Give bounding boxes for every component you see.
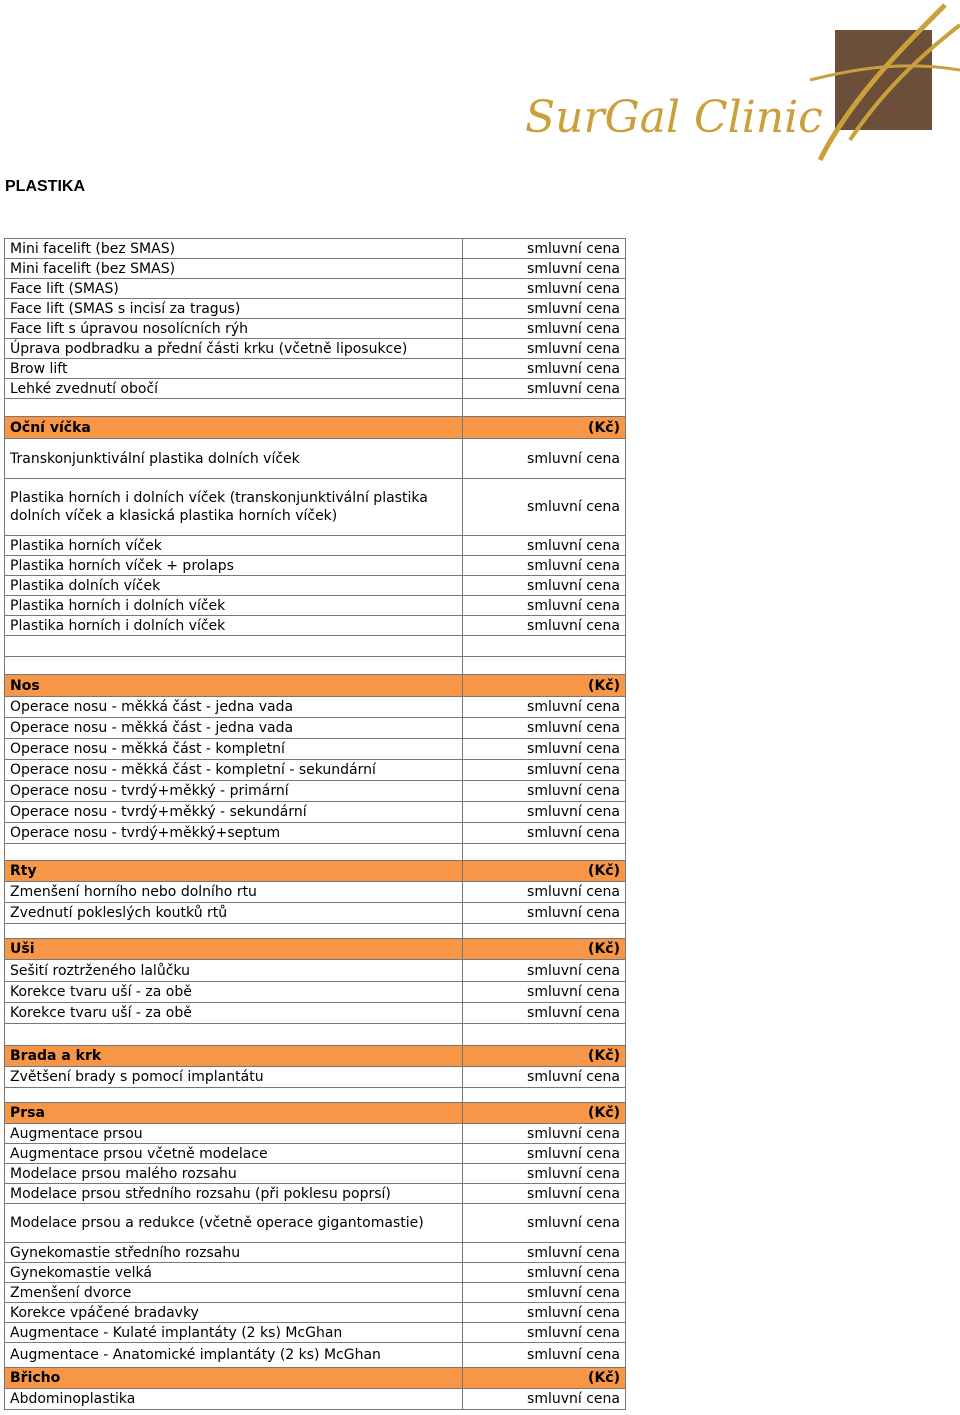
currency-label: (Kč) — [463, 1046, 626, 1067]
procedure-name: Úprava podbradku a přední části krku (včetně liposukce) — [5, 339, 463, 359]
section-title: Nos — [5, 675, 463, 697]
currency-label: (Kč) — [463, 1368, 626, 1389]
procedure-name: Operace nosu - tvrdý+měkký+septum — [5, 823, 463, 844]
procedure-name — [5, 657, 463, 675]
table-row — [5, 379, 626, 399]
table-row — [5, 802, 626, 823]
procedure-price: smluvní cena — [463, 1303, 626, 1323]
procedure-name: Plastika horních i dolních víček — [5, 616, 463, 636]
section-header-row — [5, 1368, 626, 1389]
procedure-name: Sešití roztrženého lalůčku — [5, 960, 463, 982]
table-row — [5, 1303, 626, 1323]
procedure-price: smluvní cena — [463, 1243, 626, 1263]
price-table — [4, 238, 626, 1410]
table-row — [5, 823, 626, 844]
procedure-name: Operace nosu - tvrdý+měkký - primární — [5, 781, 463, 802]
procedure-name: Operace nosu - tvrdý+měkký - sekundární — [5, 802, 463, 823]
procedure-price: smluvní cena — [463, 903, 626, 924]
spacer-row — [5, 1088, 626, 1103]
table-row — [5, 479, 626, 536]
procedure-price: smluvní cena — [463, 259, 626, 279]
table-row — [5, 697, 626, 718]
section-header-row — [5, 675, 626, 697]
table-row — [5, 982, 626, 1003]
table-row — [5, 1283, 626, 1303]
table-row — [5, 882, 626, 903]
procedure-name: Operace nosu - měkká část - kompletní — [5, 739, 463, 760]
procedure-name: Mini facelift (bez SMAS) — [5, 259, 463, 279]
procedure-price: smluvní cena — [463, 536, 626, 556]
procedure-price: smluvní cena — [463, 1283, 626, 1303]
procedure-price: smluvní cena — [463, 781, 626, 802]
procedure-price: smluvní cena — [463, 882, 626, 903]
procedure-price: smluvní cena — [463, 1323, 626, 1343]
procedure-price: smluvní cena — [463, 718, 626, 739]
procedure-price: smluvní cena — [463, 359, 626, 379]
section-header-row — [5, 861, 626, 882]
spacer-row — [5, 924, 626, 939]
procedure-price: smluvní cena — [463, 379, 626, 399]
section-title: Uši — [5, 939, 463, 960]
currency-label: (Kč) — [463, 939, 626, 960]
currency-label: (Kč) — [463, 675, 626, 697]
table-row — [5, 1184, 626, 1204]
section-title: Oční víčka — [5, 417, 463, 439]
table-row — [5, 596, 626, 616]
procedure-price: smluvní cena — [463, 697, 626, 718]
table-row — [5, 1003, 626, 1024]
procedure-name: Zmenšení horního nebo dolního rtu — [5, 882, 463, 903]
procedure-price: smluvní cena — [463, 960, 626, 982]
table-row — [5, 299, 626, 319]
table-row — [5, 556, 626, 576]
table-row — [5, 536, 626, 556]
procedure-price: smluvní cena — [463, 279, 626, 299]
procedure-name: Operace nosu - měkká část - kompletní - sekundární — [5, 760, 463, 781]
procedure-price — [463, 657, 626, 675]
section-header-row — [5, 417, 626, 439]
procedure-price — [463, 399, 626, 417]
section-title: Prsa — [5, 1103, 463, 1124]
procedure-price: smluvní cena — [463, 1067, 626, 1088]
procedure-price: smluvní cena — [463, 1184, 626, 1204]
procedure-name — [5, 924, 463, 939]
table-row — [5, 279, 626, 299]
procedure-name: Augmentace - Kulaté implantáty (2 ks) McGhan — [5, 1323, 463, 1343]
table-row — [5, 1164, 626, 1184]
procedure-name: Face lift (SMAS) — [5, 279, 463, 299]
procedure-name: Zvětšení brady s pomocí implantátu — [5, 1067, 463, 1088]
table-row — [5, 576, 626, 596]
procedure-name: Zmenšení dvorce — [5, 1283, 463, 1303]
procedure-name: Plastika horních i dolních víček — [5, 596, 463, 616]
procedure-price: smluvní cena — [463, 802, 626, 823]
table-row — [5, 259, 626, 279]
table-row — [5, 960, 626, 982]
table-row — [5, 1204, 626, 1243]
procedure-price — [463, 636, 626, 657]
procedure-name: Zvednutí pokleslých koutků rtů — [5, 903, 463, 924]
table-row — [5, 1243, 626, 1263]
procedure-price: smluvní cena — [463, 1343, 626, 1368]
procedure-price: smluvní cena — [463, 739, 626, 760]
procedure-price: smluvní cena — [463, 339, 626, 359]
section-header-row — [5, 1046, 626, 1067]
procedure-name: Transkonjunktivální plastika dolních víček — [5, 439, 463, 479]
procedure-price: smluvní cena — [463, 479, 626, 536]
procedure-name: Modelace prsou a redukce (včetně operace gigantomastie) — [5, 1204, 463, 1243]
surgal-clinic-logo — [520, 0, 960, 170]
page-title: PLASTIKA — [5, 178, 85, 195]
procedure-price: smluvní cena — [463, 319, 626, 339]
procedure-price: smluvní cena — [463, 1164, 626, 1184]
currency-label: (Kč) — [463, 861, 626, 882]
procedure-name: Modelace prsou středního rozsahu (při poklesu poprsí) — [5, 1184, 463, 1204]
procedure-price: smluvní cena — [463, 1204, 626, 1243]
procedure-price — [463, 1024, 626, 1046]
table-row — [5, 903, 626, 924]
spacer-row — [5, 844, 626, 861]
procedure-name: Lehké zvednutí obočí — [5, 379, 463, 399]
procedure-name: Modelace prsou malého rozsahu — [5, 1164, 463, 1184]
procedure-name: Abdominoplastika — [5, 1389, 463, 1410]
procedure-name: Augmentace prsou včetně modelace — [5, 1144, 463, 1164]
procedure-name: Gynekomastie středního rozsahu — [5, 1243, 463, 1263]
procedure-name: Face lift (SMAS s incisí za tragus) — [5, 299, 463, 319]
procedure-name: Korekce tvaru uší - za obě — [5, 982, 463, 1003]
procedure-price: smluvní cena — [463, 1389, 626, 1410]
procedure-price: smluvní cena — [463, 1263, 626, 1283]
procedure-name: Brow lift — [5, 359, 463, 379]
currency-label: (Kč) — [463, 417, 626, 439]
table-row — [5, 1144, 626, 1164]
table-row — [5, 1263, 626, 1283]
table-row — [5, 1343, 626, 1368]
procedure-price: smluvní cena — [463, 1003, 626, 1024]
procedure-price — [463, 1088, 626, 1103]
procedure-name — [5, 844, 463, 861]
procedure-price: smluvní cena — [463, 556, 626, 576]
procedure-name: Korekce tvaru uší - za obě — [5, 1003, 463, 1024]
table-row — [5, 1067, 626, 1088]
procedure-name — [5, 1088, 463, 1103]
spacer-row — [5, 657, 626, 675]
logo-text: SurGal Clinic — [525, 92, 823, 143]
procedure-price: smluvní cena — [463, 439, 626, 479]
procedure-price: smluvní cena — [463, 760, 626, 781]
section-header-row — [5, 939, 626, 960]
procedure-name: Gynekomastie velká — [5, 1263, 463, 1283]
spacer-row — [5, 636, 626, 657]
table-row — [5, 339, 626, 359]
table-row — [5, 718, 626, 739]
table-row — [5, 781, 626, 802]
procedure-name: Mini facelift (bez SMAS) — [5, 239, 463, 259]
procedure-name — [5, 636, 463, 657]
procedure-price: smluvní cena — [463, 596, 626, 616]
table-row — [5, 1389, 626, 1410]
procedure-name: Operace nosu - měkká část - jedna vada — [5, 718, 463, 739]
table-row — [5, 760, 626, 781]
price-table-body — [5, 239, 626, 1410]
procedure-price: smluvní cena — [463, 299, 626, 319]
procedure-name: Face lift s úpravou nosolícních rýh — [5, 319, 463, 339]
procedure-price: smluvní cena — [463, 576, 626, 596]
section-header-row — [5, 1103, 626, 1124]
table-row — [5, 1323, 626, 1343]
table-row — [5, 439, 626, 479]
procedure-name — [5, 1024, 463, 1046]
procedure-name: Plastika horních víček — [5, 536, 463, 556]
procedure-price: smluvní cena — [463, 823, 626, 844]
spacer-row — [5, 1024, 626, 1046]
procedure-price: smluvní cena — [463, 1144, 626, 1164]
procedure-price: smluvní cena — [463, 239, 626, 259]
spacer-row — [5, 399, 626, 417]
procedure-name: Plastika horních víček + prolaps — [5, 556, 463, 576]
procedure-price: smluvní cena — [463, 982, 626, 1003]
procedure-name — [5, 399, 463, 417]
table-row — [5, 319, 626, 339]
table-row — [5, 1124, 626, 1144]
section-title: Brada a krk — [5, 1046, 463, 1067]
section-title: Rty — [5, 861, 463, 882]
section-title: Břicho — [5, 1368, 463, 1389]
procedure-price: smluvní cena — [463, 616, 626, 636]
procedure-name: Plastika horních i dolních víček (transkonjunktivální plastika dolních víček a klasická plastika horních víček) — [5, 479, 463, 536]
procedure-name: Operace nosu - měkká část - jedna vada — [5, 697, 463, 718]
table-row — [5, 239, 626, 259]
procedure-name: Augmentace - Anatomické implantáty (2 ks) McGhan — [5, 1343, 463, 1368]
table-row — [5, 616, 626, 636]
procedure-price: smluvní cena — [463, 1124, 626, 1144]
procedure-price — [463, 844, 626, 861]
procedure-name: Plastika dolních víček — [5, 576, 463, 596]
currency-label: (Kč) — [463, 1103, 626, 1124]
procedure-name: Augmentace prsou — [5, 1124, 463, 1144]
procedure-name: Korekce vpáčené bradavky — [5, 1303, 463, 1323]
table-row — [5, 739, 626, 760]
table-row — [5, 359, 626, 379]
procedure-price — [463, 924, 626, 939]
